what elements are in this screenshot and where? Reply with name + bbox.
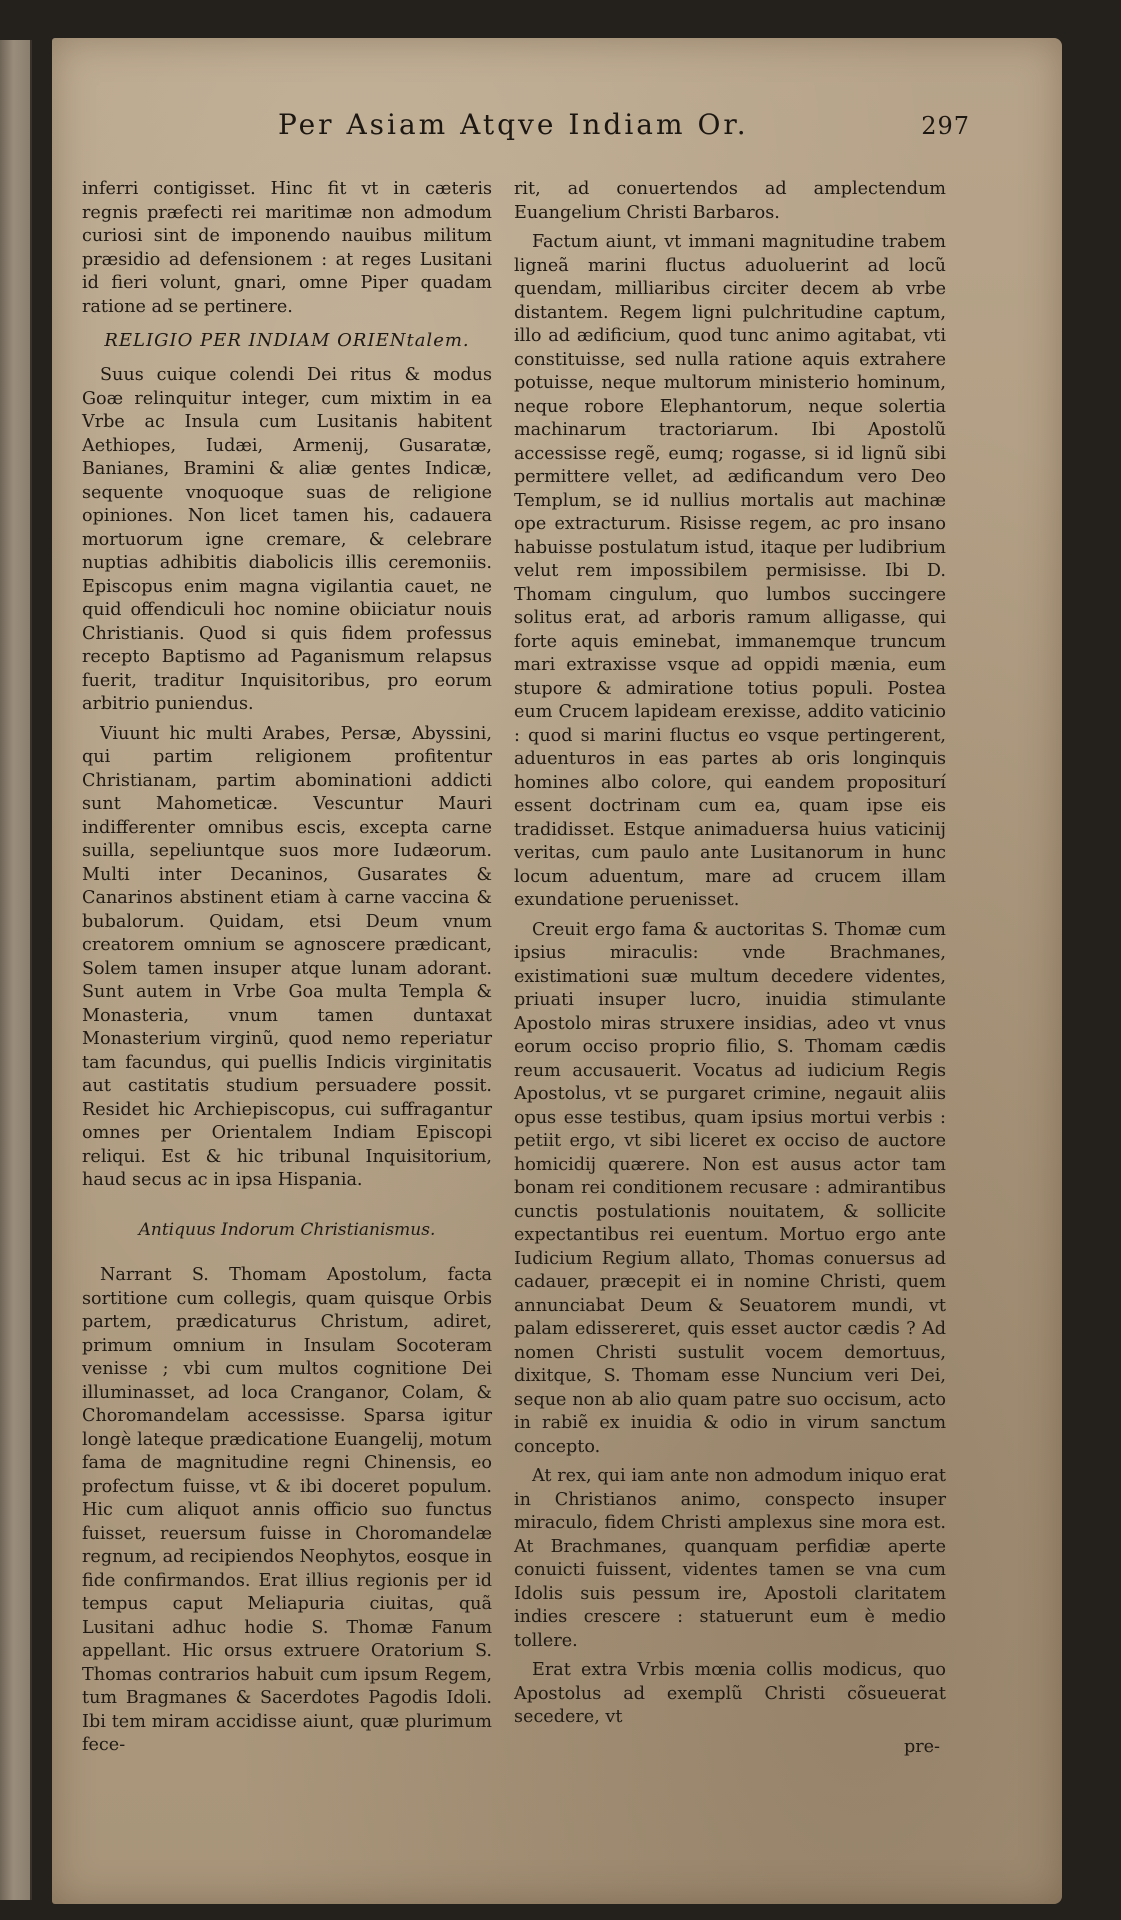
running-head [222,108,982,148]
section-heading-christianismus: Antiquus Indorum Christianismus. [138,1219,436,1240]
paragraph: Creuit ergo fama & auctoritas S. Thomæ cum ipsius miraculis: vnde Brachmanes, existimationi suæ multum decedere videntes, priuati insuper lucro, inuidia stimulante Apostolo miras struxere insidias, adeo vt vnus eorum occiso proprio filio, S. Thomam cædis reum accusauerit. Vocatus ad iudicium Regis Apostolus, vt se purgaret crimine, negauit aliis opus esse testibus, quam ipsius mortui verbis : petiit ergo, vt sibi liceret ex occiso de auctore homicidij quærere. Non est ausus actor tam bonam rei conditionem recusare : admirantibus cunctis postulationis nouitatem, & sollicite expectantibus rei euentum. Mortuo ergo ante Iudicium Regium allato, Thomas conuersus ad cadauer, præcepit ei in nomine Christi, quem annunciabat Deum & Seuatorem mundi, vt palam edissereret, quis esset auctor cædis ? Ad nomen Christi sustulit vocem demortuus, dixitque, S. Thomam esse Nuncium veri Dei, seque non ab alio quam patre suo occisum, acto in rabiẽ ex inuidia & odio in virum sanctum concepto. [514,919,946,1457]
paragraph: inferri contigisset. Hinc fit vt in cæteris regnis præfecti rei maritimæ non admodum curiosi sint de imponendo nauibus militum præsidio ad defensionem : at reges Lusitani id fieri volunt, gnari, omne Piper quadam ratione ad se pertinere. [82,179,492,317]
paragraph: Erat extra Vrbis mœnia collis modicus, quo Apostolus ad exemplũ Christi cõsueuerat secedere, vt [514,1660,946,1727]
left-column [82,178,492,1764]
section-heading-religio: RELIGIO PER INDIAM ORIENtalem. [104,330,470,351]
paragraph: rit, ad conuertendos ad amplectendum Euangelium Christi Barbaros. [514,179,946,223]
catchword: pre- [903,1736,940,1757]
right-column [514,178,946,1759]
paragraph: At rex, qui iam ante non admodum iniquo erat in Christianos animo, conspecto insuper miraculo, fidem Christi amplexus sine mora est. At Brachmanes, quanquam perfidiæ aperte conuicti fuissent, videntes tamen se vna cum Idolis suis pessum ire, Apostoli claritatem indies crescere : statuerunt eum è medio tollere. [514,1466,946,1651]
book-page [52,38,1062,1904]
paragraph: Suus cuique colendi Dei ritus & modus Goæ relinquitur integer, cum mixtim in ea Vrbe ac Insula cum Lusitanis habitent Aethiopes, Iudæi, Armenij, Gusaratæ, Banianes, Bramini & aliæ gentes Indicæ, sequente vnoquoque suas de religione opiniones. Non licet tamen his, cadauera mortuorum igne cremare, & celebrare nuptias adhibitis diabolicis illis ceremoniis. Episcopus enim magna vigilantia cauet, ne quid offendiculi hoc nomine obiiciatur nouis Christianis. Quod si quis fidem professus recepto Baptismo ad Paganismum relapsus fuerit, traditur Inquisitoribus, pro eorum arbitrio puniendus. [82,365,492,714]
previous-page-edge [0,40,32,1900]
page-number: 297 [921,112,970,140]
paragraph: Viuunt hic multi Arabes, Persæ, Abyssini, qui partim religionem profitentur Christianam, partim abominationi addicti sunt Mahometicæ. Vescuntur Mauri indifferenter omnibus escis, excepta carne suilla, sepeliuntque suos more Iudæorum. Multi inter Decaninos, Gusarates & Canarinos abstinent etiam à carne vaccina & bubalorum. Quidam, etsi Deum vnum creatorem omnium se agnoscere prædicant, Solem tamen insuper atque lunam adorant. Sunt autem in Vrbe Goa multa Templa & Monasteria, vnum tamen duntaxat Monasterium virginũ, quod nemo reperiatur tam facundus, qui puellis Indicis virginitatis aut castitatis studium persuadere possit. Residet hic Archiepiscopus, cui suffragantur omnes per Orientalem Indiam Episcopi reliqui. Est & hic tribunal Inquisitorium, haud secus ac in ipsa Hispania. [82,723,492,1190]
paragraph: Narrant S. Thomam Apostolum, facta sortitione cum collegis, quam quisque Orbis partem, prædicaturus Christum, adiret, primum omnium in Insulam Socoteram venisse ; vbi cum multos cognitione Dei illuminasset, ad loca Cranganor, Colam, & Choromandelam accessisse. Sparsa igitur longè lateque prædicatione Euangelij, motum fama de magnitudine regni Chinensis, eo profectum fuisse, vt & ibi doceret populum. Hic cum aliquot annis officio suo functus fuisset, reuersum fuisse in Choromandelæ regnum, ad recipiendos Neophytos, eosque in fide confirmandos. Erat illius regionis per id tempus caput Meliapuria ciuitas, quã Lusitani adhuc hodie S. Thomæ Fanum appellant. Hic orsus extruere Oratorium S. Thomas contrarios habuit cum ipsum Regem, tum Bragmanes & Sacerdotes Pagodis Idoli. Ibi tem miram accidisse aiunt, quæ plurimum fece- [82,1265,492,1755]
running-title: Per Asiam Atqve Indiam Or. [278,108,749,141]
paragraph: Factum aiunt, vt immani magnitudine trabem ligneã marini fluctus aduoluerint ad locũ quendam, milliaribus circiter decem ab vrbe distantem. Regem ligni pulchritudine captum, illo ad ædificium, quod tunc animo agitabat, vti constituisse, sed nulla ratione aquis extrahere potuisse, neque multorum ministerio hominum, neque robore Elephantorum, neque solertia machinarum tractoriarum. Ibi Apostolũ accessisse regẽ, eumq; rogasse, si id lignũ sibi permittere vellet, ad ædificandum vero Deo Templum, se id nullius mortalis aut machinæ ope extracturum. Risisse regem, ac pro insano habuisse postulatum istud, itaque per ludibrium velut rem impossibilem permisisse. Ibi D. Thomam cingulum, quo lumbos succingere solitus erat, ad arboris ramum alligasse, qui forte aquis eminebat, immanemque truncum mari extraxisse vsque ad oppidi mænia, eum stupore & admiratione totius populi. Postea eum Crucem lapideam erexisse, addito vaticinio : quod si marini fluctus eo vsque pertingerent, aduenturos in eas partes ab oris longinquis homines albo colore, qui eandem propositurí essent doctrinam cum ea, quam ipse eis tradidisset. Estque animaduersa huius vaticinij veritas, cum paulo ante Lusitanorum in hunc locum aduentum, mare ad crucem illam exundatione peruenisset. [514,232,946,910]
